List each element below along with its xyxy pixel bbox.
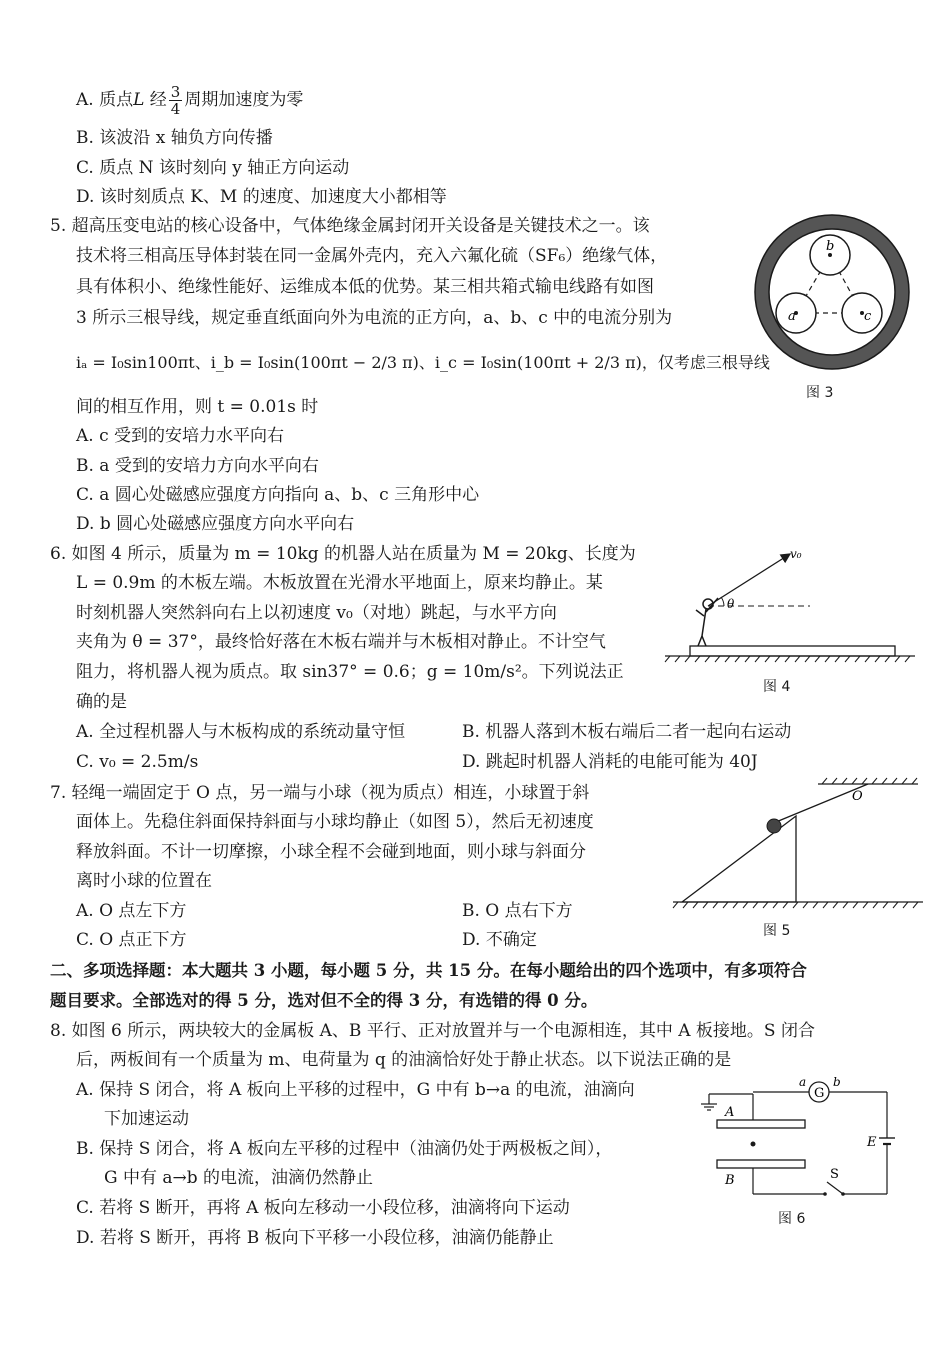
plate-A [717,1120,805,1128]
q4-option-a-mid: 经 [144,90,167,110]
label-G: G [814,1086,825,1101]
q8-option-b-line-2: G 中有 a→b 的电流，油滴仍然静止 [104,1168,374,1188]
oil-drop [751,1142,756,1147]
label-galv-b: b [833,1075,841,1089]
robot-figure [696,598,718,646]
label-b: b [826,239,835,254]
small-ball [767,819,781,833]
label-theta: θ [727,597,735,611]
ground-symbol [701,1094,717,1110]
ground-hatching [665,656,910,662]
q8-option-a-line-1: A. 保持 S 闭合，将 A 板向上平移的过程中，G 中有 b→a 的电流，油滴向 [76,1080,635,1100]
figure-3-diagram [750,210,920,380]
q4-option-a-prefix: A. 质点 [76,90,134,110]
q6-option-a: A. 全过程机器人与木板构成的系统动量守恒 [76,722,406,742]
floor-hatching [673,902,918,908]
label-O: O [852,789,863,804]
q5-option-a: A. c 受到的安培力水平向右 [76,426,285,446]
q4-option-d: D. 该时刻质点 K、M 的速度、加速度大小都相等 [76,187,447,207]
q4-option-a [76,84,303,117]
q8-option-b-line-1: B. 保持 S 闭合，将 A 板向左平移的过程中（油滴仍处于两极板之间）， [76,1139,613,1159]
label-B: B [725,1173,735,1188]
figure-5-caption: 图 5 [763,923,791,939]
wooden-board [690,646,895,656]
ceiling-hatching [822,778,917,784]
q7-option-d: D. 不确定 [462,930,537,950]
q6-stem-line-3: 时刻机器人突然斜向右上以初速度 v₀（对地）跳起，与水平方向 [76,603,557,623]
figure-6-caption: 图 6 [778,1211,806,1227]
q6-stem-line-2: L = 0.9m 的木板左端。木板放置在光滑水平地面上，原来均静止。某 [76,573,603,593]
q7-stem-line-3: 释放斜面。不计一切摩擦，小球全程不会碰到地面，则小球与斜面分 [76,842,586,862]
q8-stem-line-2: 后，两板间有一个质量为 m、电荷量为 q 的油滴恰好处于静止状态。以下说法正确的是 [76,1050,732,1070]
q7-stem-line-4: 离时小球的位置在 [76,871,212,891]
q7-stem-line-1: 7. 轻绳一端固定于 O 点，另一端与小球（视为质点）相连，小球置于斜 [50,783,590,803]
q5-stem-line-4: 3 所示三根导线，规定垂直纸面向外为电流的正方向，a、b、c 中的电流分别为 [76,308,673,328]
figure-4-diagram [660,540,920,670]
q5-stem-line-1: 5. 超高压变电站的核心设备中，气体绝缘金属封闭开关设备是关键技术之一。该 [50,216,650,236]
q6-option-b: B. 机器人落到木板右端后二者一起向右运动 [462,722,792,742]
q8-option-a-line-2: 下加速运动 [104,1109,189,1129]
label-A: A [725,1105,735,1120]
figure-6-diagram [695,1072,895,1202]
q7-option-c: C. O 点正下方 [76,930,187,950]
switch-S [827,1182,843,1194]
q8-option-c: C. 若将 S 断开，再将 A 板向左移动一小段位移，油滴将向下运动 [76,1198,570,1218]
q6-stem-line-1: 6. 如图 4 所示，质量为 m = 10kg 的机器人站在质量为 M = 20kg、长度为 [50,544,636,564]
label-S: S [830,1167,839,1182]
label-galv-a: a [799,1075,807,1089]
figure-5-diagram [668,776,928,916]
figure-4-caption: 图 4 [763,679,791,695]
q8-option-d: D. 若将 S 断开，再将 B 板向下平移一小段位移，油滴仍能静止 [76,1228,554,1248]
q6-stem-line-6: 确的是 [76,692,127,712]
figure-3-caption: 图 3 [806,385,834,401]
q7-option-b: B. O 点右下方 [462,901,573,921]
q7-stem-line-2: 面体上。先稳住斜面保持斜面与小球均静止（如图 5），然后无初速度 [76,812,594,832]
q5-formula-line: iₐ = I₀sin100πt、i_b = I₀sin(100πt − 2/3 π)、i_c = I₀sin(100πt + 2/3 π)，仅考虑三根导线 [76,353,770,372]
q5-option-b: B. a 受到的安培力方向水平向右 [76,456,319,476]
q4-fraction [169,84,183,117]
q4-fraction-den: 4 [170,100,181,118]
label-v0: v₀ [790,547,802,561]
q6-option-c: C. v₀ = 2.5m/s [76,752,199,772]
q4-option-a-var: L [133,90,145,110]
q4-option-a-suffix: 周期加速度为零 [184,90,304,110]
q4-option-c: C. 质点 N 该时刻向 y 轴正方向运动 [76,158,350,178]
velocity-arrow [708,554,790,606]
q8-stem-line-1: 8. 如图 6 所示，两块较大的金属板 A、B 平行、正对放置并与一个电源相连，其中 A 板接地。S 闭合 [50,1021,815,1041]
q6-option-d: D. 跳起时机器人消耗的电能可能为 40J [462,752,758,772]
q5-option-c: C. a 圆心处磁感应强度方向指向 a、b、c 三角形中心 [76,485,480,505]
label-c: c [864,309,872,324]
q4-fraction-num: 3 [170,83,181,101]
q6-stem-line-4: 夹角为 θ = 37°，最终恰好落在木板右端并与木板相对静止。不计空气 [76,632,606,652]
switch-pivot [841,1192,845,1196]
label-a: a [788,309,796,324]
label-E: E [867,1135,877,1150]
plate-B [717,1160,805,1168]
q5-stem-line-6: 间的相互作用，则 t = 0.01s 时 [76,397,319,417]
q5-option-d: D. b 圆心处磁感应强度方向水平向右 [76,514,355,534]
q7-option-a: A. O 点左下方 [76,901,187,921]
section-2-header-line-1: 二、多项选择题：本大题共 3 小题，每小题 5 分，共 15 分。在每小题给出的四个选项中，有多项符合 [50,961,807,980]
q6-stem-line-5: 阻力，将机器人视为质点。取 sin37° = 0.6；g = 10m/s²。下列说法正 [76,662,624,682]
q5-stem-line-2: 技术将三相高压导体封装在同一金属外壳内，充入六氟化硫（SF₆）绝缘气体， [76,246,668,266]
q5-stem-line-3: 具有体积小、绝缘性能好、运维成本低的优势。某三相共箱式输电线路有如图 [76,277,654,297]
q4-option-b: B. 该波沿 x 轴负方向传播 [76,128,273,148]
section-2-header-line-2: 题目要求。全部选对的得 5 分，选对但不全的得 3 分，有选错的得 0 分。 [50,991,598,1010]
angle-arc [721,597,724,606]
